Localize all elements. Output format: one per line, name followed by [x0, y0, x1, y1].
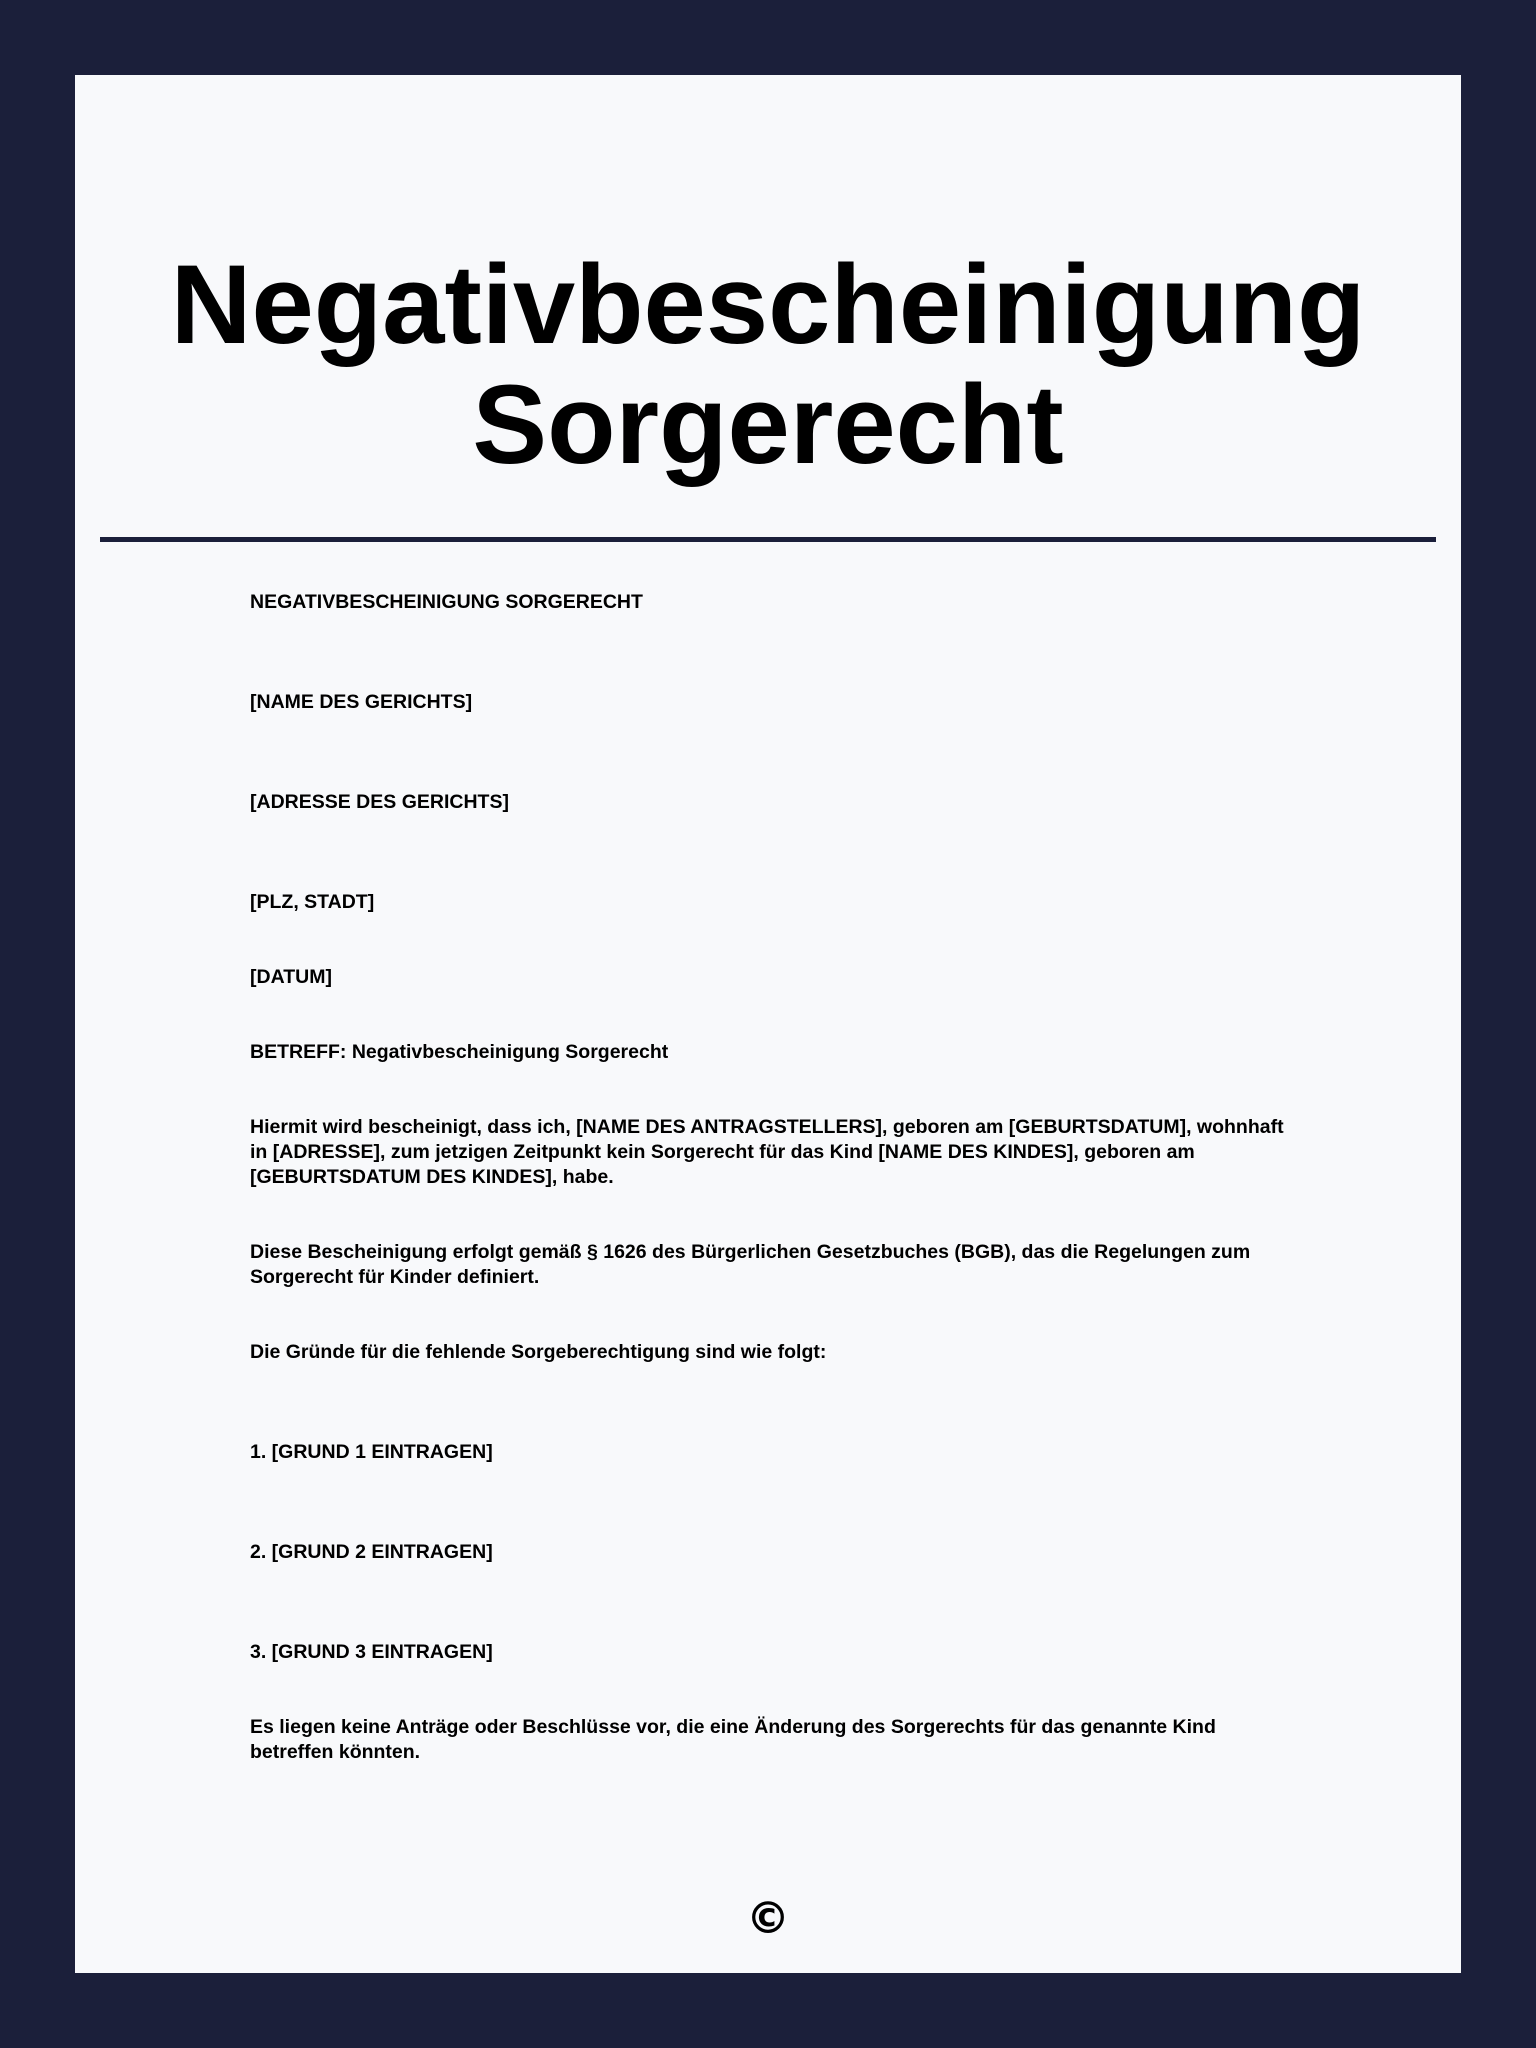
- document-page: [75, 75, 1461, 1973]
- legal-basis-paragraph: Diese Bescheinigung erfolgt gemäß § 1626 des Bürgerlichen Gesetzbuches (BGB), das die Regelungen zum Sorgerecht für Kinder definiert.: [250, 1241, 1251, 1288]
- reason-item-1: 1. [GRUND 1 EINTRAGEN]: [250, 1441, 493, 1463]
- copyright-icon: ©: [746, 1893, 790, 1944]
- title-divider: [100, 537, 1436, 542]
- court-name-placeholder: [NAME DES GERICHTS]: [250, 691, 473, 713]
- subject-line: BETREFF: Negativbescheinigung Sorgerecht: [250, 1041, 669, 1063]
- closing-paragraph: Es liegen keine Anträge oder Beschlüsse vor, die eine Änderung des Sorgerechts für das genannte Kind betreffen könnten.: [250, 1716, 1216, 1763]
- zip-city-placeholder: [PLZ, STADT]: [250, 891, 375, 913]
- date-placeholder: [DATUM]: [250, 966, 332, 988]
- document-title: [75, 242, 1461, 487]
- document-title-line-1: Negativbescheinigung: [170, 242, 1366, 367]
- reason-item-2: 2. [GRUND 2 EINTRAGEN]: [250, 1541, 493, 1563]
- heading-paragraph: NEGATIVBESCHEINIGUNG SORGERECHT: [250, 591, 643, 613]
- reasons-intro: Die Gründe für die fehlende Sorgeberechtigung sind wie folgt:: [250, 1341, 827, 1363]
- certification-paragraph: Hiermit wird bescheinigt, dass ich, [NAME DES ANTRAGSTELLERS], geboren am [GEBURTSDATUM], wohnhaft in [ADRESSE], zum jetzigen Zeitpunkt kein Sorgerecht für das Kind [NAME DES KINDES], geboren am [GEBURTSDATUM DES KINDES], habe.: [250, 1116, 1284, 1188]
- reason-item-3: 3. [GRUND 3 EINTRAGEN]: [250, 1641, 493, 1663]
- court-address-placeholder: [ADRESSE DES GERICHTS]: [250, 791, 509, 813]
- document-title-line-2: Sorgerecht: [472, 362, 1064, 487]
